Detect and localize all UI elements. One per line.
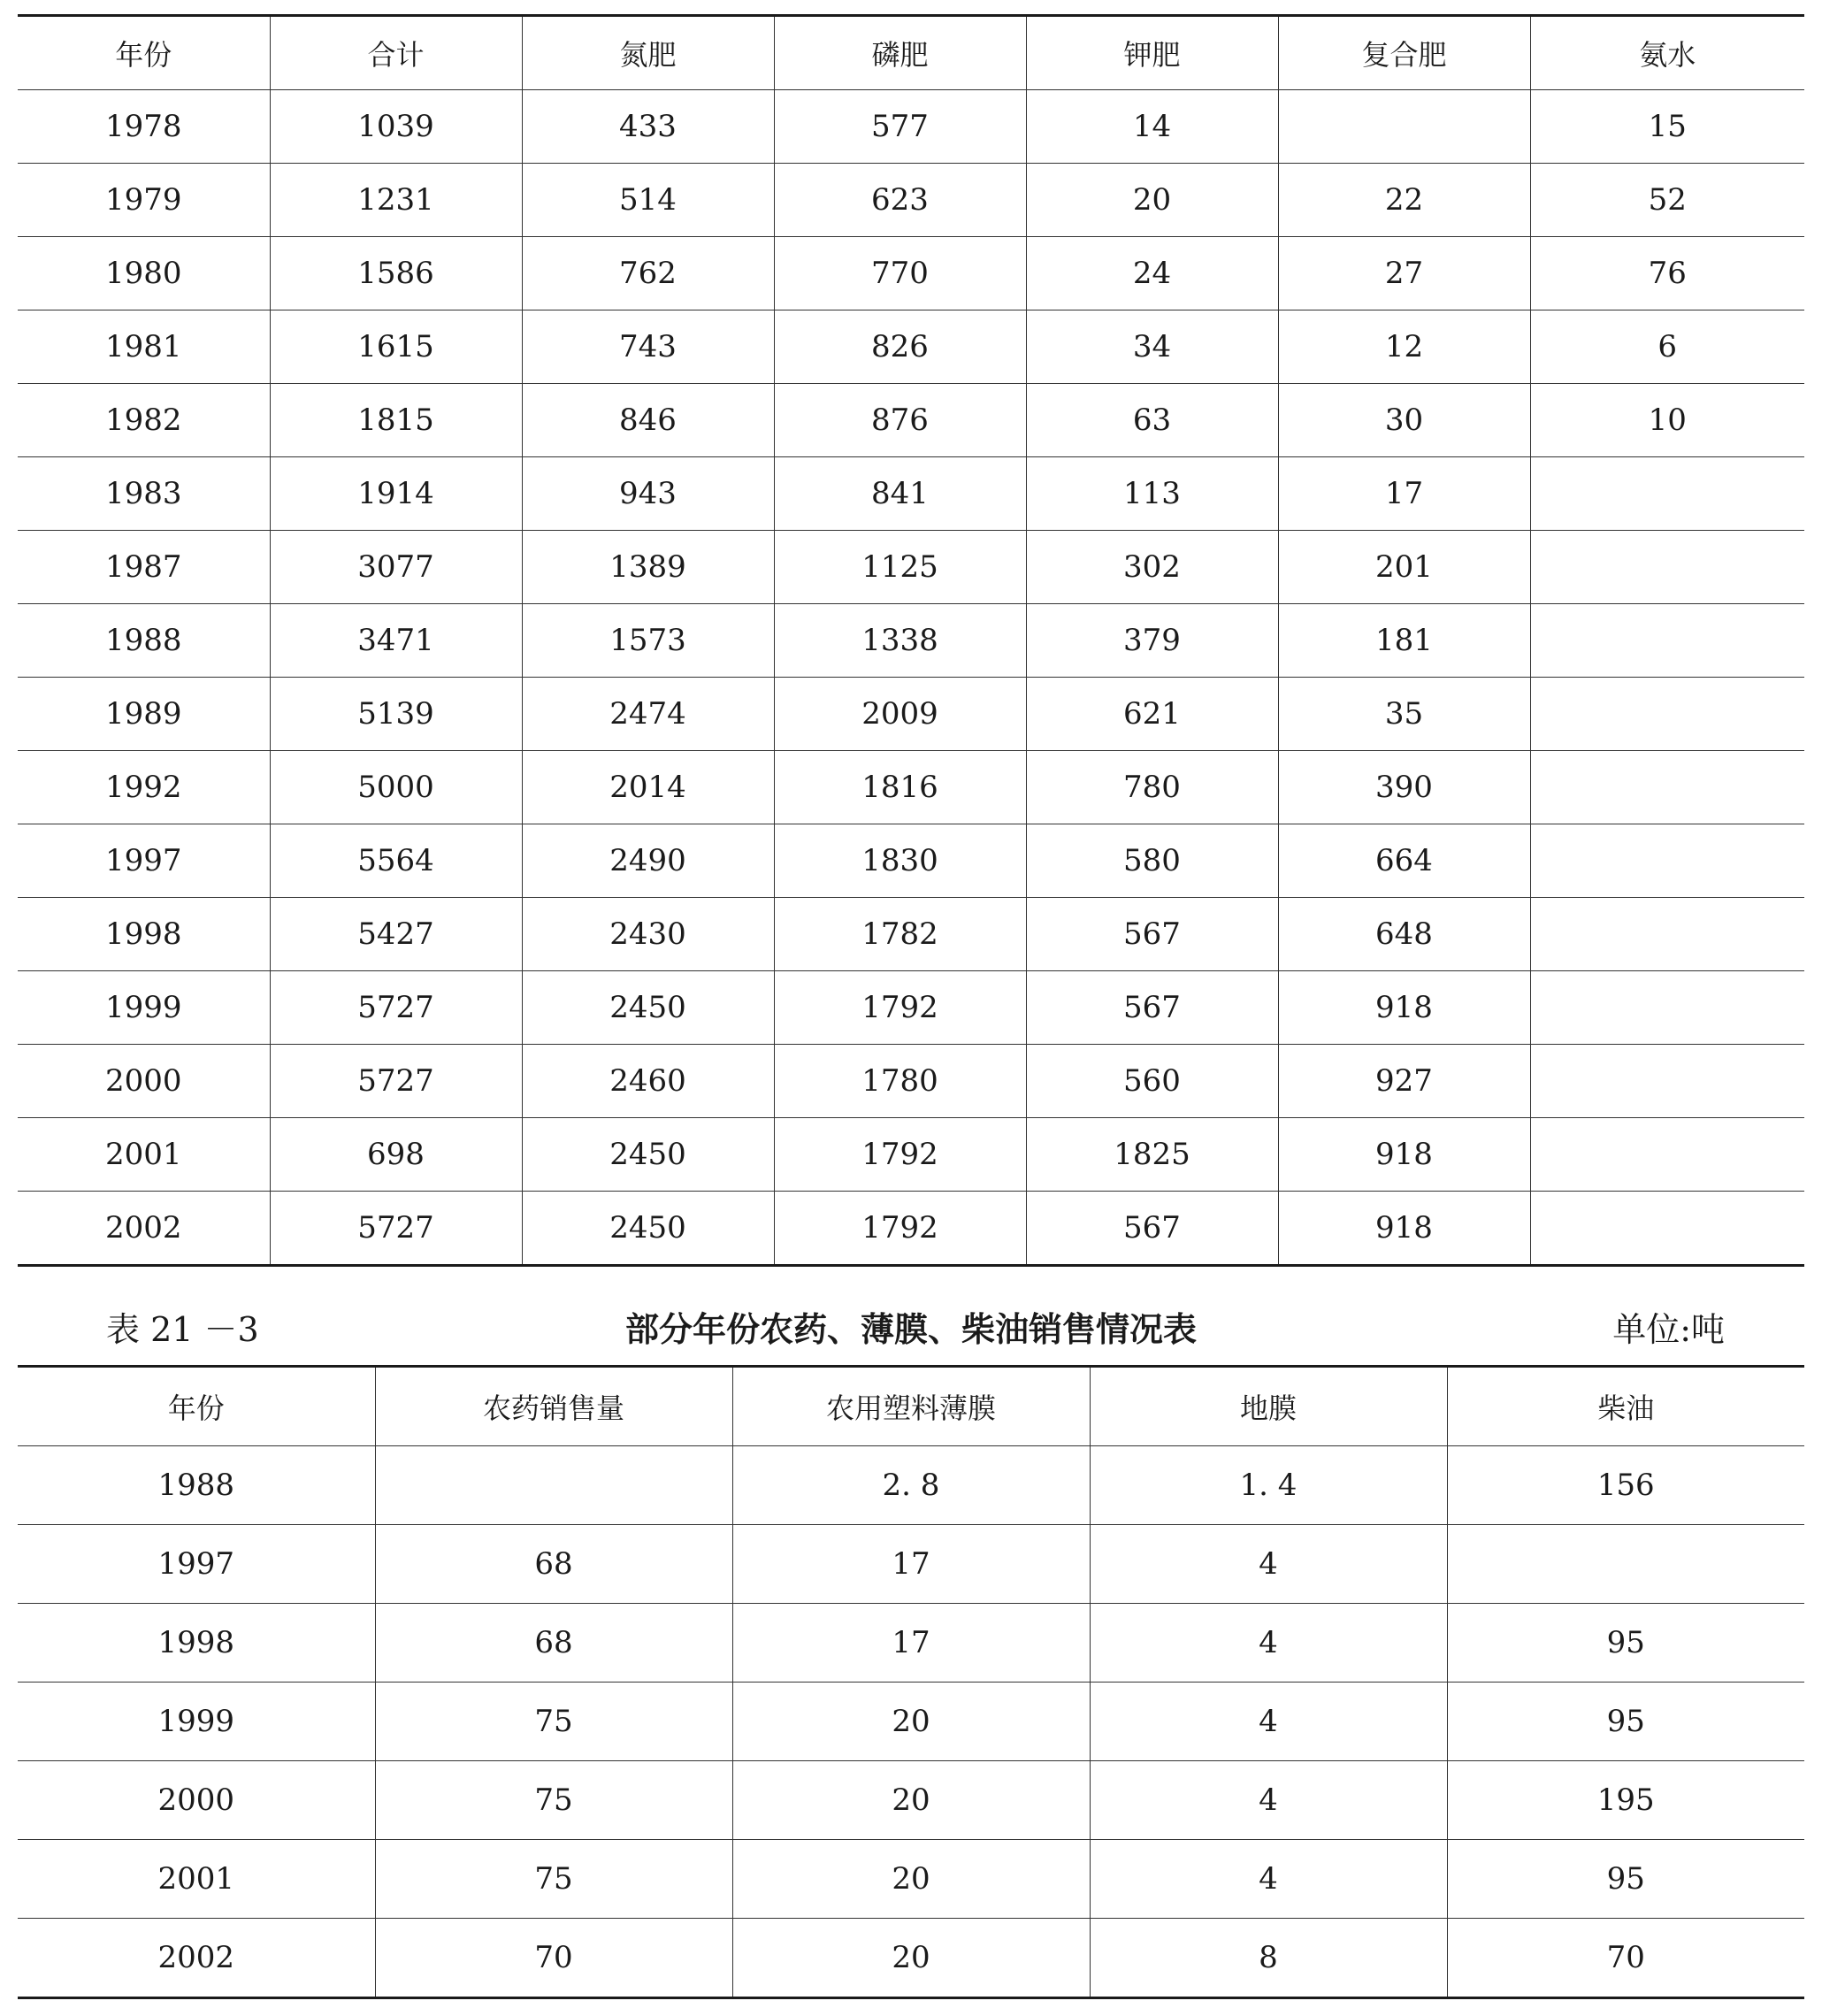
table-cell: 75 xyxy=(375,1761,732,1840)
table-cell: 1992 xyxy=(18,751,270,824)
table-cell: 743 xyxy=(522,310,774,384)
fertilizer-sales-table xyxy=(18,14,1804,1267)
table-cell: 20 xyxy=(732,1840,1090,1919)
table-cell: 4 xyxy=(1090,1683,1447,1761)
table-cell: 1979 xyxy=(18,164,270,237)
table-cell: 1981 xyxy=(18,310,270,384)
table-cell: 1125 xyxy=(774,531,1026,604)
table-cell: 181 xyxy=(1278,604,1530,678)
table-cell: 1792 xyxy=(774,1192,1026,1266)
table-cell: 68 xyxy=(375,1604,732,1683)
table-cell: 1792 xyxy=(774,1118,1026,1192)
table-cell: 2430 xyxy=(522,898,774,971)
column-header: 复合肥 xyxy=(1278,16,1530,90)
table-cell: 5727 xyxy=(270,1045,522,1118)
table-cell xyxy=(1530,1045,1804,1118)
table-cell: 5427 xyxy=(270,898,522,971)
table-cell: 4 xyxy=(1090,1525,1447,1604)
table-cell xyxy=(1447,1525,1804,1604)
table-cell xyxy=(375,1446,732,1525)
table-header-row xyxy=(18,1367,1804,1446)
table-cell xyxy=(1530,531,1804,604)
table-cell: 24 xyxy=(1026,237,1278,310)
table-cell: 5000 xyxy=(270,751,522,824)
table-cell: 762 xyxy=(522,237,774,310)
table-cell: 580 xyxy=(1026,824,1278,898)
table-cell: 113 xyxy=(1026,457,1278,531)
table-cell: 30 xyxy=(1278,384,1530,457)
table-cell: 2474 xyxy=(522,678,774,751)
table-row xyxy=(18,1840,1804,1919)
table-cell: 1998 xyxy=(18,1604,375,1683)
table-cell: 17 xyxy=(732,1525,1090,1604)
column-header: 年份 xyxy=(18,1367,375,1446)
column-header: 合计 xyxy=(270,16,522,90)
column-header: 钾肥 xyxy=(1026,16,1278,90)
table-row xyxy=(18,824,1804,898)
column-header: 农用塑料薄膜 xyxy=(732,1367,1090,1446)
table-cell: 1999 xyxy=(18,1683,375,1761)
table-cell: 20 xyxy=(732,1683,1090,1761)
table-cell: 75 xyxy=(375,1683,732,1761)
table-cell: 20 xyxy=(732,1919,1090,1998)
table-cell: 2450 xyxy=(522,1118,774,1192)
table-cell: 63 xyxy=(1026,384,1278,457)
table-cell: 4 xyxy=(1090,1840,1447,1919)
table-cell: 390 xyxy=(1278,751,1530,824)
table-cell: 34 xyxy=(1026,310,1278,384)
table-cell: 5727 xyxy=(270,1192,522,1266)
table-cell: 1815 xyxy=(270,384,522,457)
table-cell: 12 xyxy=(1278,310,1530,384)
table-cell: 2002 xyxy=(18,1192,270,1266)
table-cell: 1389 xyxy=(522,531,774,604)
table-cell: 95 xyxy=(1447,1840,1804,1919)
table-cell: 15 xyxy=(1530,90,1804,164)
table-number: 表 21 －3 xyxy=(106,1310,259,1349)
table-cell: 95 xyxy=(1447,1604,1804,1683)
table-cell: 1039 xyxy=(270,90,522,164)
column-header: 年份 xyxy=(18,16,270,90)
table-cell: 22 xyxy=(1278,164,1530,237)
table-cell: 1988 xyxy=(18,604,270,678)
table-cell: 567 xyxy=(1026,971,1278,1045)
table-cell: 826 xyxy=(774,310,1026,384)
table-cell: 780 xyxy=(1026,751,1278,824)
table-cell: 560 xyxy=(1026,1045,1278,1118)
table-cell xyxy=(1530,971,1804,1045)
table-row xyxy=(18,237,1804,310)
table-cell: 1980 xyxy=(18,237,270,310)
table-cell: 927 xyxy=(1278,1045,1530,1118)
table-cell: 95 xyxy=(1447,1683,1804,1761)
table-cell: 1978 xyxy=(18,90,270,164)
table-cell: 1830 xyxy=(774,824,1026,898)
table-cell: 876 xyxy=(774,384,1026,457)
table-cell: 76 xyxy=(1530,237,1804,310)
column-header: 柴油 xyxy=(1447,1367,1804,1446)
table-cell: 1987 xyxy=(18,531,270,604)
table-cell xyxy=(1530,898,1804,971)
table-header-row xyxy=(18,16,1804,90)
table-row xyxy=(18,604,1804,678)
table-cell: 379 xyxy=(1026,604,1278,678)
table-title: 部分年份农药、薄膜、柴油销售情况表 xyxy=(624,1310,1197,1349)
table-cell xyxy=(1530,604,1804,678)
table-cell: 648 xyxy=(1278,898,1530,971)
table-cell: 433 xyxy=(522,90,774,164)
table-row xyxy=(18,1118,1804,1192)
table-cell: 8 xyxy=(1090,1919,1447,1998)
table-cell: 156 xyxy=(1447,1446,1804,1525)
table-caption xyxy=(18,1292,1804,1355)
table-cell: 1816 xyxy=(774,751,1026,824)
table-row xyxy=(18,1192,1804,1266)
table-row xyxy=(18,1446,1804,1525)
pesticide-film-diesel-table xyxy=(18,1365,1804,1999)
table-cell: 2002 xyxy=(18,1919,375,1998)
table-cell: 567 xyxy=(1026,898,1278,971)
table-cell xyxy=(1530,457,1804,531)
table-cell: 1573 xyxy=(522,604,774,678)
table-row xyxy=(18,1604,1804,1683)
table-cell: 70 xyxy=(1606,1940,1645,1975)
table-cell: 621 xyxy=(1026,678,1278,751)
table-cell: 1997 xyxy=(18,1525,375,1604)
table-row xyxy=(18,90,1804,164)
table-cell: 1615 xyxy=(270,310,522,384)
column-header: 氨水 xyxy=(1530,16,1804,90)
table-cell: 1988 xyxy=(18,1446,375,1525)
table-cell: 3077 xyxy=(270,531,522,604)
table-row xyxy=(18,971,1804,1045)
table-cell xyxy=(1278,90,1530,164)
table-cell: 841 xyxy=(774,457,1026,531)
table-cell: 2490 xyxy=(522,824,774,898)
table-row xyxy=(18,384,1804,457)
table-cell: 4 xyxy=(1090,1761,1447,1840)
table-cell: 1999 xyxy=(18,971,270,1045)
table-cell: 918 xyxy=(1278,1192,1530,1266)
table-cell: 20 xyxy=(732,1761,1090,1840)
table-cell: 2450 xyxy=(522,971,774,1045)
table-cell: 1825 xyxy=(1026,1118,1278,1192)
table-cell: 1998 xyxy=(18,898,270,971)
table-cell: 664 xyxy=(1278,824,1530,898)
column-header: 农药销售量 xyxy=(375,1367,732,1446)
table-row xyxy=(18,678,1804,751)
table-cell: 567 xyxy=(1026,1192,1278,1266)
table-cell: 918 xyxy=(1278,1118,1530,1192)
table-cell: 1. 4 xyxy=(1090,1446,1447,1525)
table-row xyxy=(18,898,1804,971)
table-cell: 17 xyxy=(732,1604,1090,1683)
table-unit: 单位:吨 xyxy=(1612,1310,1725,1349)
table-cell: 4 xyxy=(1090,1604,1447,1683)
table-row xyxy=(18,1045,1804,1118)
table-cell: 75 xyxy=(375,1840,732,1919)
table-cell: 2001 xyxy=(18,1118,270,1192)
table-cell: 1792 xyxy=(774,971,1026,1045)
table-cell: 1982 xyxy=(18,384,270,457)
table-row xyxy=(18,1525,1804,1604)
table-cell: 27 xyxy=(1278,237,1530,310)
table-cell: 2000 xyxy=(18,1045,270,1118)
table-cell: 2009 xyxy=(774,678,1026,751)
table-cell: 1997 xyxy=(18,824,270,898)
table-cell: 943 xyxy=(522,457,774,531)
table-cell: 770 xyxy=(774,237,1026,310)
table-cell: 2. 8 xyxy=(732,1446,1090,1525)
table-cell: 201 xyxy=(1278,531,1530,604)
table-cell: 1989 xyxy=(18,678,270,751)
table-cell: 698 xyxy=(270,1118,522,1192)
table-row xyxy=(18,1919,1804,1998)
table-cell: 52 xyxy=(1530,164,1804,237)
table-row xyxy=(18,457,1804,531)
table-row xyxy=(18,164,1804,237)
column-header: 磷肥 xyxy=(774,16,1026,90)
table-row xyxy=(18,1683,1804,1761)
table-cell: 1231 xyxy=(270,164,522,237)
table-cell: 195 xyxy=(1447,1761,1804,1840)
table-cell xyxy=(1530,751,1804,824)
table-cell: 35 xyxy=(1278,678,1530,751)
table-cell: 2014 xyxy=(522,751,774,824)
table-cell: 2460 xyxy=(522,1045,774,1118)
table-cell: 577 xyxy=(774,90,1026,164)
table-cell: 14 xyxy=(1026,90,1278,164)
table-cell: 3471 xyxy=(270,604,522,678)
table-row xyxy=(18,751,1804,824)
table-cell xyxy=(1530,678,1804,751)
table-cell: 2001 xyxy=(18,1840,375,1919)
table-row xyxy=(18,531,1804,604)
table-row xyxy=(18,1761,1804,1840)
table-cell: 5727 xyxy=(270,971,522,1045)
table-cell: 5564 xyxy=(270,824,522,898)
table-cell: 5139 xyxy=(270,678,522,751)
table-cell: 846 xyxy=(522,384,774,457)
table-cell: 1983 xyxy=(18,457,270,531)
table-cell: 6 xyxy=(1530,310,1804,384)
table-cell: 70 xyxy=(375,1919,732,1998)
table-cell: 17 xyxy=(1278,457,1530,531)
table-cell: 10 xyxy=(1530,384,1804,457)
table-cell: 1914 xyxy=(270,457,522,531)
table-cell: 302 xyxy=(1026,531,1278,604)
table-cell: 2000 xyxy=(18,1761,375,1840)
table-cell: 514 xyxy=(522,164,774,237)
column-header: 地膜 xyxy=(1090,1367,1447,1446)
table-cell xyxy=(1530,1118,1804,1192)
table-cell: 623 xyxy=(774,164,1026,237)
table-cell: 1586 xyxy=(270,237,522,310)
table-cell: 1338 xyxy=(774,604,1026,678)
table-cell: 1782 xyxy=(774,898,1026,971)
table-cell: 68 xyxy=(375,1525,732,1604)
table-cell: 20 xyxy=(1026,164,1278,237)
table-row xyxy=(18,310,1804,384)
table-cell: 918 xyxy=(1278,971,1530,1045)
table-cell: 1780 xyxy=(774,1045,1026,1118)
column-header: 氮肥 xyxy=(522,16,774,90)
table-cell xyxy=(1530,1192,1804,1266)
table-cell: 2450 xyxy=(522,1192,774,1266)
table-cell xyxy=(1530,824,1804,898)
